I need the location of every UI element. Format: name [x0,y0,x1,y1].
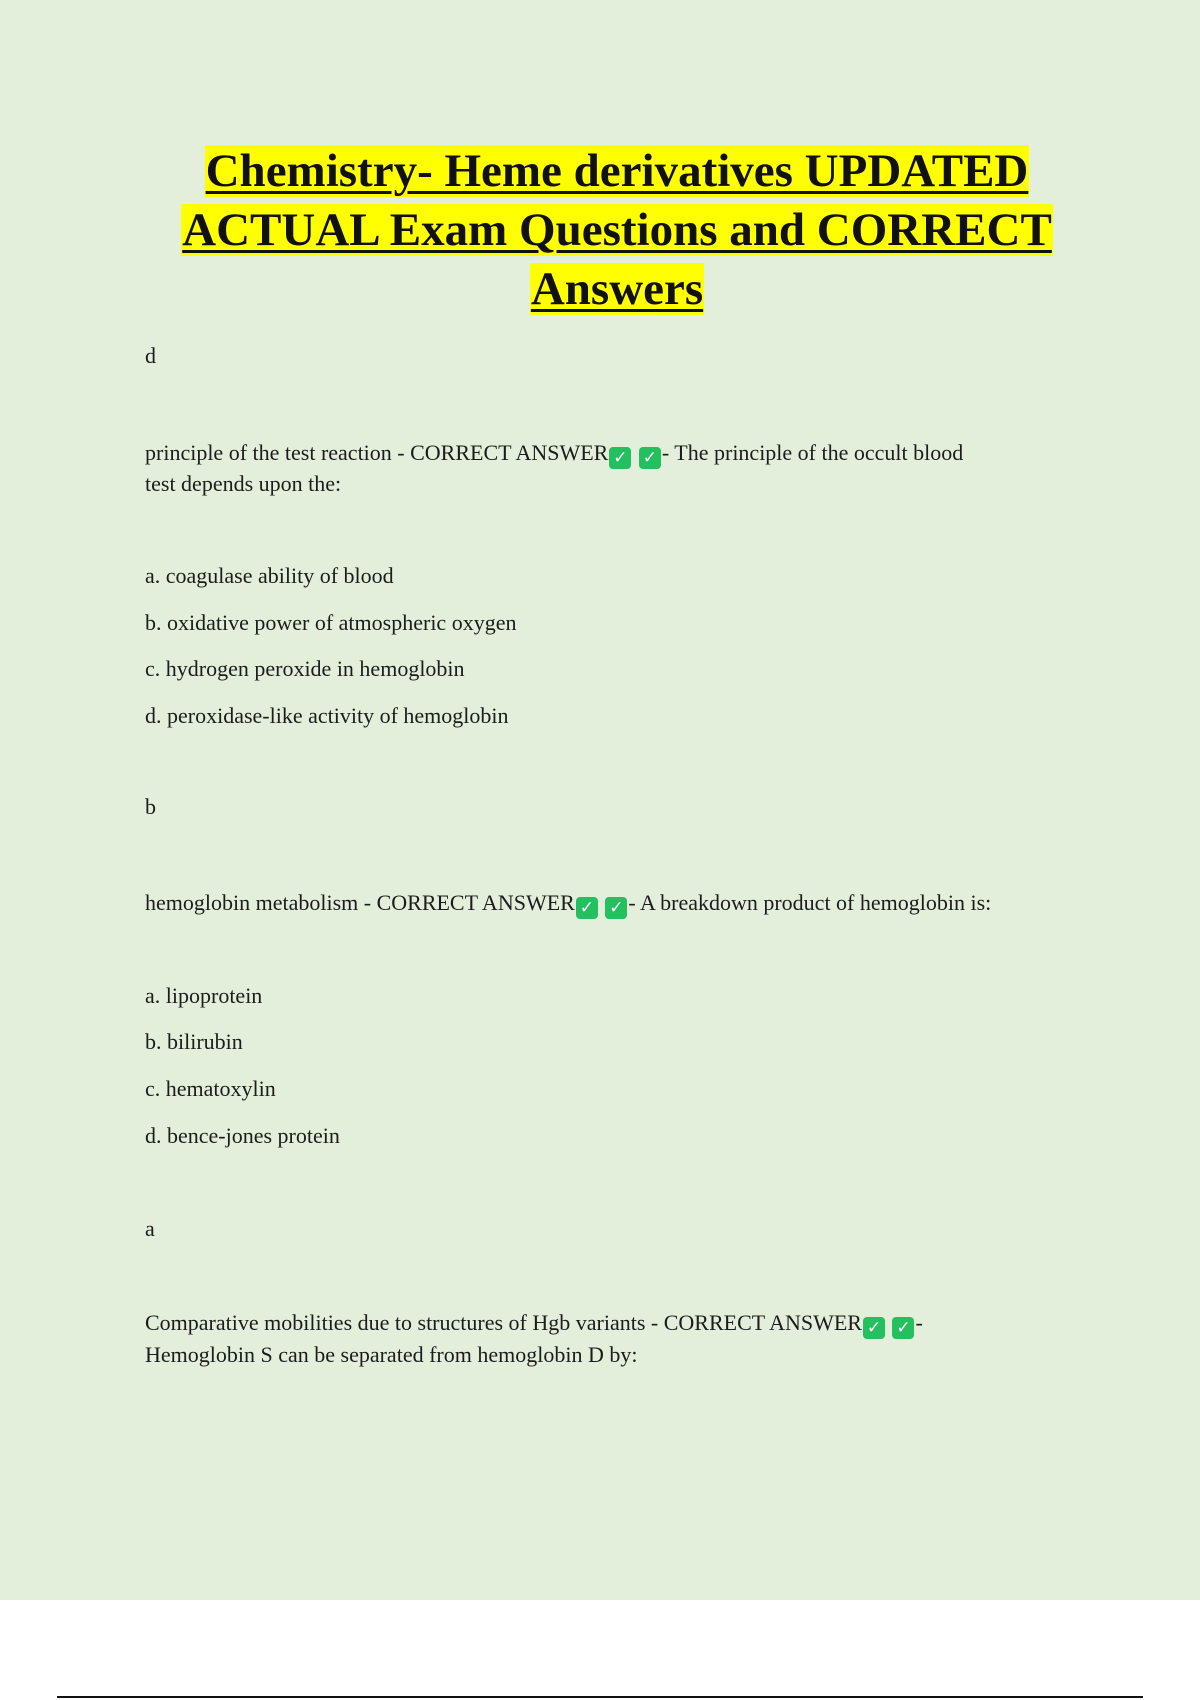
check-icon: ✓ [639,447,661,469]
option-c: c. hydrogen peroxide in hemoglobin [145,656,465,681]
option-d: d. peroxidase-like activity of hemoglobin [145,703,509,728]
answer-letter: b [145,794,156,819]
check-icon: ✓ [863,1317,885,1339]
title-line-2: ACTUAL Exam Questions and CORRECT [182,204,1052,256]
answer-letter: d [145,343,156,368]
title-line-3: Answers [530,263,704,315]
check-icon: ✓ [892,1317,914,1339]
question-text-continued: test depends upon the: [145,471,342,496]
answer-letter: a [145,1216,155,1241]
footer-rule [57,1696,1143,1698]
document-title [100,142,1134,319]
option-c: c. hematoxylin [145,1076,276,1101]
option-a: a. coagulase ability of blood [145,563,394,588]
option-a: a. lipoprotein [145,983,263,1008]
check-icon: ✓ [605,897,627,919]
question-line [145,437,963,469]
question-line [145,1307,923,1339]
question-topic: hemoglobin metabolism - CORRECT ANSWER [145,890,575,915]
option-b: b. oxidative power of atmospheric oxygen [145,610,517,635]
option-b: b. bilirubin [145,1029,243,1054]
question-topic: Comparative mobilities due to structures of Hgb variants - CORRECT ANSWER [145,1310,862,1335]
question-text: - The principle of the occult blood [661,440,964,465]
option-d: d. bence-jones protein [145,1123,340,1148]
question-text: - [915,1310,923,1335]
check-icon: ✓ [576,897,598,919]
question-text-continued: Hemoglobin S can be separated from hemoglobin D by: [145,1342,638,1367]
question-topic: principle of the test reaction - CORRECT ANSWER [145,440,609,465]
check-icon: ✓ [609,447,631,469]
question-line [145,887,991,919]
question-text: - A breakdown product of hemoglobin is: [628,890,992,915]
title-line-1: Chemistry- Heme derivatives UPDATED [205,145,1029,197]
